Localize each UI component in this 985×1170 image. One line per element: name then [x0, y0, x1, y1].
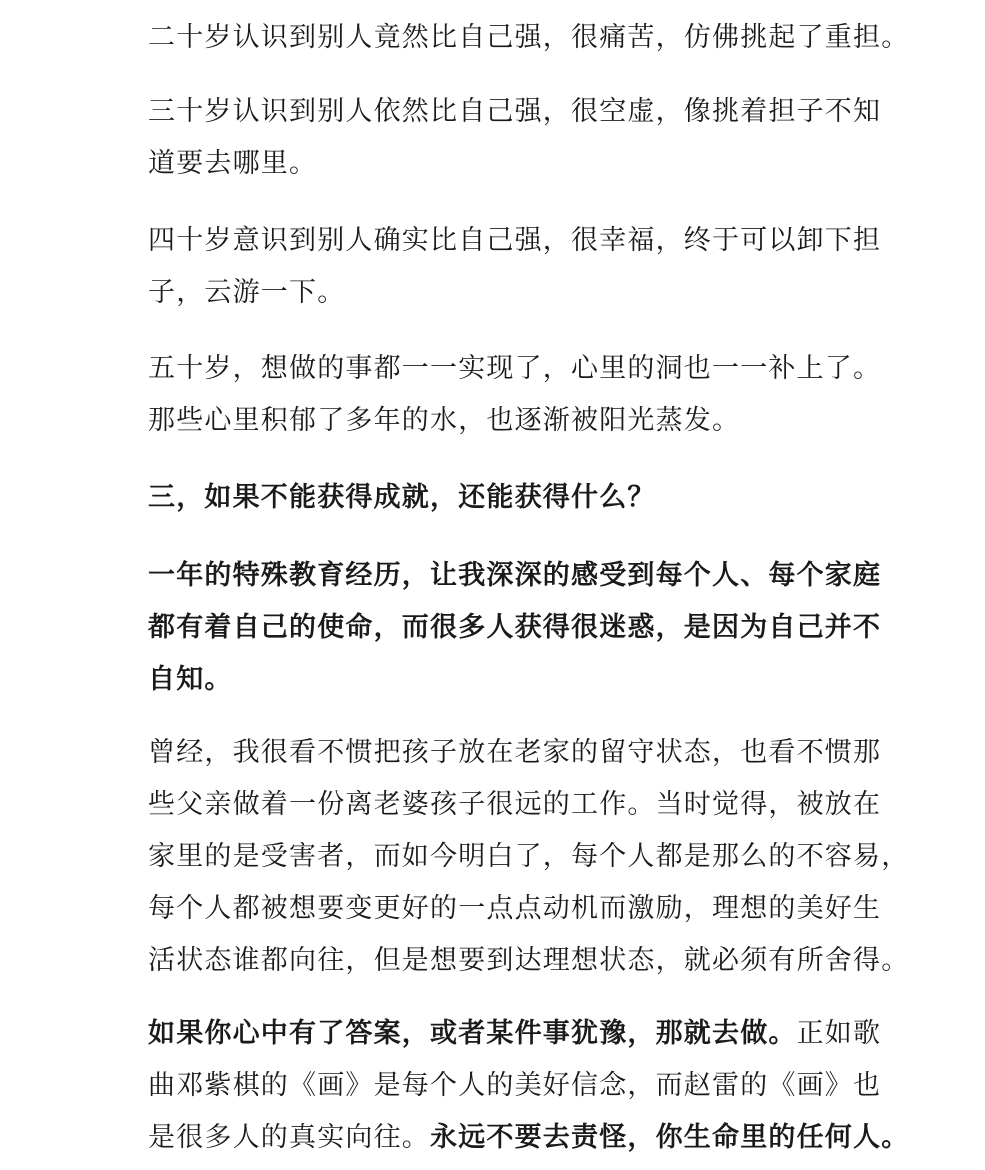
bold-phrase: 如果你心中有了答案，或者某件事犹豫，那就去做。 [148, 1018, 797, 1049]
text-line: 子，云游一下。 [148, 277, 346, 308]
text-line: 一年的特殊教育经历，让我深深的感受到每个人、每个家庭 [148, 560, 882, 591]
text-line: 都有着自己的使命，而很多人获得很迷惑，是因为自己并不 [148, 612, 882, 643]
text-line: 每个人都被想要变更好的一点点动机而激励，理想的美好生 [148, 893, 882, 924]
paragraph-age-twenty [148, 12, 910, 64]
text-line: 三十岁认识到别人依然比自己强，很空虚，像挑着担子不知 [148, 96, 882, 127]
text-line [148, 1112, 910, 1164]
paragraph-age-fifty [148, 343, 882, 447]
text-line: 自知。 [148, 664, 233, 695]
text-line: 曾经，我很看不惯把孩子放在老家的留守状态，也看不惯那 [148, 737, 882, 768]
paragraph-just-do-it [148, 1008, 910, 1164]
plain-phrase: 是很多人的真实向往。 [148, 1122, 430, 1153]
text-line: 曲邓紫棋的《画》是每个人的美好信念，而赵雷的《画》也 [148, 1070, 882, 1101]
text-line: 家里的是受害者，而如今明白了，每个人都是那么的不容易， [148, 841, 910, 872]
text-line: 五十岁，想做的事都一一实现了，心里的洞也一一补上了。 [148, 353, 882, 384]
text-line: 那些心里积郁了多年的水，也逐渐被阳光蒸发。 [148, 405, 741, 436]
text-line: 些父亲做着一份离老婆孩子很远的工作。当时觉得，被放在 [148, 789, 882, 820]
text-line: 二十岁认识到别人竟然比自己强，很痛苦，仿佛挑起了重担。 [148, 22, 910, 53]
text-line: 道要去哪里。 [148, 148, 318, 179]
text-line [148, 1008, 882, 1060]
text-line: 四十岁意识到别人确实比自己强，很幸福，终于可以卸下担 [148, 225, 882, 256]
paragraph-age-thirty [148, 86, 882, 190]
section-heading [148, 472, 848, 524]
paragraph-left-behind [148, 727, 910, 987]
text-line: 活状态谁都向往，但是想要到达理想状态，就必须有所舍得。 [148, 945, 910, 976]
plain-phrase: 正如歌 [796, 1018, 882, 1049]
bold-phrase: 永远不要去责怪，你生命里的任何人。 [430, 1122, 910, 1153]
paragraph-age-forty [148, 215, 882, 319]
paragraph-special-education [148, 550, 882, 706]
heading-text: 三，如果不能获得成就，还能获得什么？ [148, 482, 656, 513]
